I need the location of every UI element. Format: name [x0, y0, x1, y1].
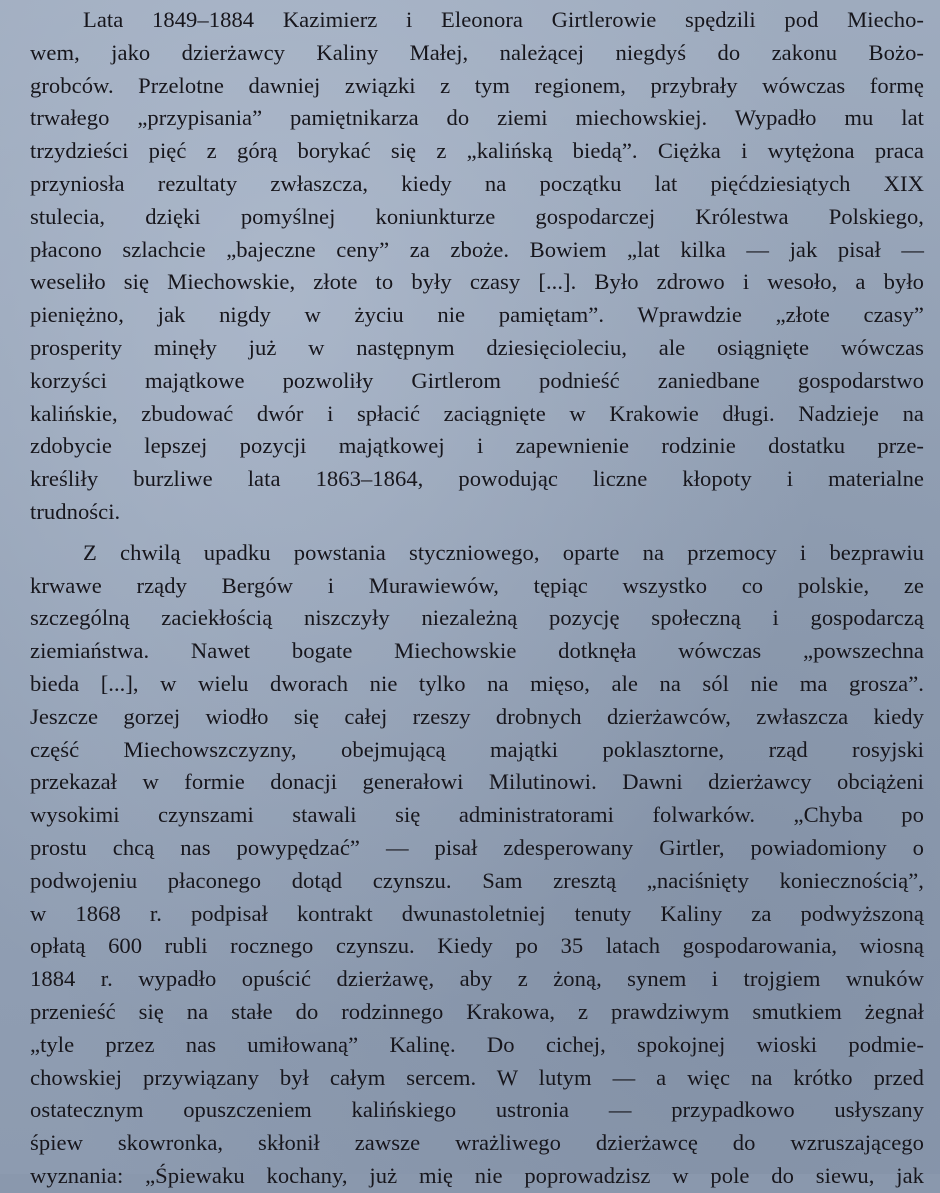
text-line: w 1868 r. podpisał kontrakt dwunastoletniej tenuty Kaliny za podwyższoną [30, 900, 924, 926]
text-line: stulecia, dzięki pomyślnej koniunkturze gospodarczej Królestwa Polskiego, [30, 203, 924, 229]
text-line: prosperity minęły już w następnym dziesięcioleciu, ale osiągnięte wówczas [30, 334, 924, 360]
text-line: pieniężno, jak nigdy w życiu nie pamiętam”. Wprawdzie „złote czasy” [30, 302, 924, 328]
text-line: podwojeniu płaconego dotąd czynszu. Sam zresztą „naciśnięty koniecznością”, [30, 867, 924, 893]
text-line: Jeszcze gorzej wiodło się całej rzeszy drobnych dzierżawców, zwłaszcza kiedy [30, 703, 924, 729]
text-line: weseliło się Miechowskie, złote to były czasy [...]. Było zdrowo i wesoło, a było [30, 269, 924, 295]
text-line: przyniosła rezultaty zwłaszcza, kiedy na początku lat pięćdziesiątych XIX [30, 170, 924, 196]
text-line: śpiew skowronka, skłonił zawsze wrażliwego dzierżawcę do wzruszającego [30, 1130, 924, 1156]
paragraph-2 [30, 537, 924, 1193]
paragraph-spacer [30, 529, 924, 537]
text-line: trwałego „przypisania” pamiętnikarza do ziemi miechowskiej. Wypadło mu lat [30, 105, 924, 131]
text-line: część Miechowszczyzny, obejmującą majątki poklasztorne, rząd rosyjski [30, 736, 924, 762]
text-line: wem, jako dzierżawcy Kaliny Małej, należącej niegdyś do zakonu Bożo- [30, 39, 924, 65]
text-line: szczególną zaciekłością niszczyły niezależną pozycję społeczną i gospodarczą [30, 605, 924, 631]
text-line: wysokimi czynszami stawali się administratorami folwarków. „Chyba po [30, 802, 924, 828]
text-line: grobców. Przelotne dawniej związki z tym regionem, przybrały wówczas formę [30, 72, 924, 98]
text-line: kreśliły burzliwe lata 1863–1864, powodując liczne kłopoty i materialne [30, 466, 924, 492]
paragraph-1 [30, 4, 924, 529]
text-line: opłatą 600 rubli rocznego czynszu. Kiedy po 35 latach gospodarowania, wiosną [30, 933, 924, 959]
text-line: przekazał w formie donacji generałowi Milutinowi. Dawni dzierżawcy obciążeni [30, 769, 924, 795]
text-line: Lata 1849–1884 Kazimierz i Eleonora Girtlerowie spędzili pod Miecho- [83, 7, 924, 32]
text-line: trudności. [30, 498, 121, 524]
text-line: płacono szlachcie „bajeczne ceny” za zboże. Bowiem „lat kilka — jak pisał — [30, 236, 924, 262]
text-line: ostatecznym opuszczeniem kalińskiego ustronia — przypadkowo usłyszany [30, 1097, 924, 1123]
text-line: prostu chcą nas powypędzać” — pisał zdesperowany Girtler, powiadomiony o [30, 834, 924, 860]
text-line: korzyści majątkowe pozwoliły Girtlerom podnieść zaniedbane gospodarstwo [30, 367, 924, 393]
text-line: przenieść się na stałe do rodzinnego Krakowa, z prawdziwym smutkiem żegnał [30, 998, 924, 1024]
text-line: trzydzieści pięć z górą borykać się z „kalińską biedą”. Ciężka i wytężona praca [30, 138, 924, 164]
text-line: ziemiaństwa. Nawet bogate Miechowskie dotknęła wówczas „powszechna [30, 638, 924, 664]
body-text [30, 4, 924, 1193]
text-line: chowskiej przywiązany był całym sercem. W lutym — a więc na krótko przed [30, 1064, 924, 1090]
text-line: 1884 r. wypadło opuścić dzierżawę, aby z żoną, synem i trojgiem wnuków [30, 966, 924, 992]
text-line: zdobycie lepszej pozycji majątkowej i zapewnienie rodzinie dostatku prze- [30, 433, 924, 459]
text-line: Z chwilą upadku powstania styczniowego, oparte na przemocy i bezprawiu [83, 539, 924, 565]
text-line: „tyle przez nas umiłowaną” Kalinę. Do cichej, spokojnej wioski podmie- [30, 1031, 924, 1057]
text-line: kalińskie, zbudować dwór i spłacić zaciągnięte w Krakowie długi. Nadzieje na [30, 400, 924, 426]
text-line: wyznania: „Śpiewaku kochany, już mię nie poprowadzisz w pole do siewu, jak [30, 1162, 924, 1188]
text-line: bieda [...], w wielu dworach nie tylko na mięso, ale na sól nie ma grosza”. [30, 670, 924, 696]
text-line: krwawe rządy Bergów i Murawiewów, tępiąc wszystko co polskie, ze [30, 572, 924, 598]
